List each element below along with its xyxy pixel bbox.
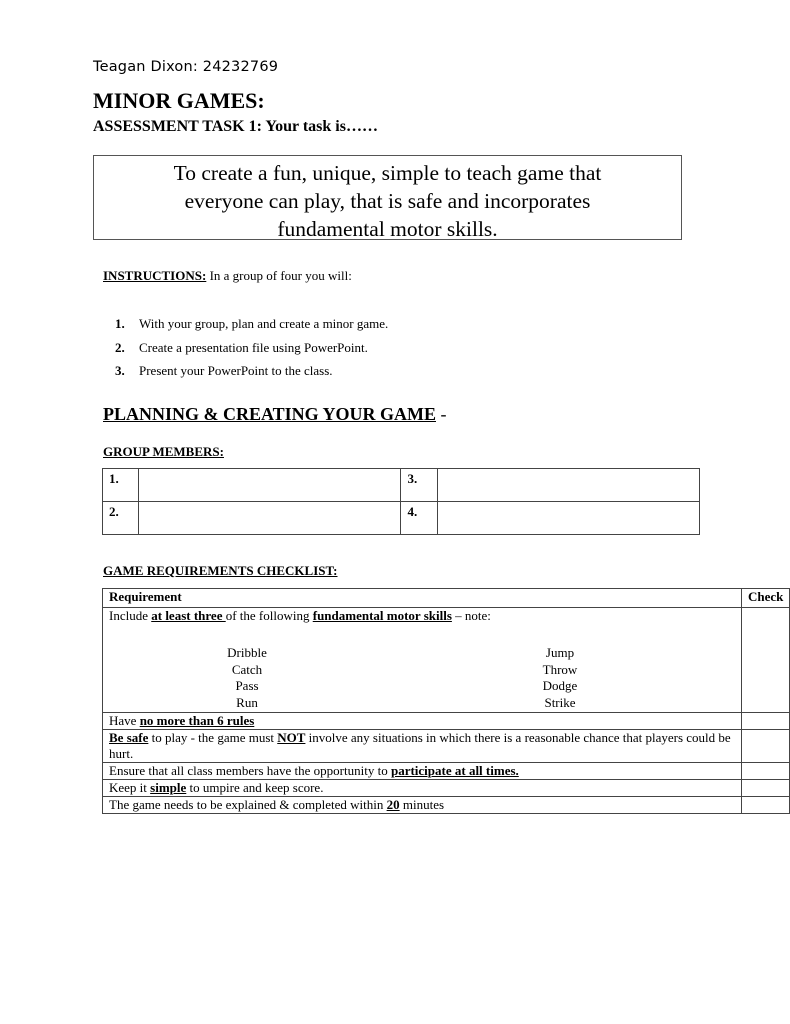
table-row <box>103 797 790 814</box>
table-row <box>103 608 790 713</box>
task-line: To create a fun, unique, simple to teach game that <box>173 161 602 185</box>
text-run-emphasis: at least three <box>151 608 226 623</box>
skills-intro <box>109 608 735 624</box>
check-cell[interactable] <box>742 608 790 713</box>
instructions-line <box>103 268 352 284</box>
skill-item: Catch <box>231 661 263 677</box>
step-number: 1. <box>115 316 125 331</box>
table-row <box>103 730 790 763</box>
requirements-checklist-table <box>102 588 790 814</box>
member-number: 4. <box>401 502 437 535</box>
check-cell[interactable] <box>742 763 790 780</box>
check-cell[interactable] <box>742 780 790 797</box>
list-item <box>115 363 388 387</box>
text-run: to play - the game must <box>148 730 278 745</box>
skills-column-left <box>109 645 385 711</box>
steps-list <box>115 316 388 387</box>
text-run-emphasis: NOT <box>277 730 306 745</box>
text-run-emphasis: 20 <box>386 797 400 812</box>
text-run: Have <box>109 713 140 728</box>
skill-item: Run <box>236 694 258 710</box>
text-run: Include <box>109 608 152 623</box>
skills-requirement-cell <box>103 608 742 713</box>
text-run-emphasis: Be safe <box>109 730 149 745</box>
member-name-cell[interactable] <box>437 469 699 502</box>
skill-item: Strike <box>544 694 576 710</box>
skill-item: Pass <box>235 678 259 693</box>
check-cell[interactable] <box>742 730 790 763</box>
task-line: fundamental motor skills. <box>277 217 498 241</box>
check-cell[interactable] <box>742 797 790 814</box>
list-item <box>115 316 388 340</box>
skills-grid <box>109 645 735 712</box>
text-run: – note: <box>451 608 491 623</box>
text-run: to umpire and keep score. <box>186 780 324 795</box>
table-row <box>103 713 790 730</box>
group-members-label: GROUP MEMBERS: <box>103 444 224 459</box>
check-cell[interactable] <box>742 713 790 730</box>
document-subtitle: ASSESSMENT TASK 1: Your task is…… <box>93 118 378 135</box>
text-run: of the following <box>225 608 313 623</box>
text-run: Keep it <box>109 780 151 795</box>
skill-item: Throw <box>542 661 578 677</box>
student-name-id: Teagan Dixon: 24232769 <box>93 59 279 75</box>
step-number: 2. <box>115 339 125 355</box>
step-number: 3. <box>115 363 125 378</box>
requirement-header: Requirement <box>103 589 742 608</box>
member-number: 3. <box>401 469 437 502</box>
table-row <box>103 780 790 797</box>
step-text: Present your PowerPoint to the class. <box>139 363 333 378</box>
instructions-text: In a group of four you will: <box>206 268 352 283</box>
table-row <box>103 469 700 502</box>
requirement-cell <box>103 797 742 814</box>
planning-heading-dash: - <box>436 404 447 424</box>
skill-item: Jump <box>545 645 575 660</box>
member-name-cell[interactable] <box>437 502 699 535</box>
table-header-row <box>103 589 790 608</box>
text-run-emphasis: simple <box>150 780 187 795</box>
text-run: minutes <box>399 797 445 812</box>
step-text: Create a presentation file using PowerPoint. <box>139 339 368 355</box>
skill-item: Dribble <box>227 645 267 660</box>
text-run-emphasis: no more than 6 rules <box>139 713 255 728</box>
member-name-cell[interactable] <box>139 469 401 502</box>
requirement-cell <box>103 730 742 763</box>
task-description-box <box>93 155 682 240</box>
table-row <box>103 763 790 780</box>
text-run-emphasis: fundamental motor skills <box>312 608 452 623</box>
requirement-cell <box>103 780 742 797</box>
group-members-table <box>102 468 700 535</box>
requirement-cell <box>103 763 742 780</box>
step-text: With your group, plan and create a minor game. <box>139 316 389 331</box>
member-name-cell[interactable] <box>139 502 401 535</box>
table-row <box>103 502 700 535</box>
text-run-emphasis: participate at all times. <box>390 763 519 778</box>
member-number: 1. <box>103 469 139 502</box>
document-title: MINOR GAMES: <box>93 88 265 113</box>
task-line: everyone can play, that is safe and incorporates <box>184 189 591 213</box>
requirement-cell <box>103 713 742 730</box>
skill-item: Dodge <box>542 678 578 693</box>
skills-column-right <box>385 645 735 711</box>
member-number: 2. <box>103 502 139 535</box>
instructions-label: INSTRUCTIONS: <box>103 268 207 283</box>
planning-heading-text: PLANNING & CREATING YOUR GAME <box>103 404 436 424</box>
list-item <box>115 340 388 364</box>
text-run: Ensure that all class members have the opportunity to <box>109 763 391 778</box>
check-header: Check <box>742 589 790 608</box>
planning-heading <box>103 404 447 425</box>
text-run: The game needs to be explained & completed within <box>109 797 387 812</box>
text-run: involve any situations in which there is a reasonable chance that players could be hurt. <box>109 730 731 761</box>
checklist-label: GAME REQUIREMENTS CHECKLIST: <box>103 563 338 578</box>
